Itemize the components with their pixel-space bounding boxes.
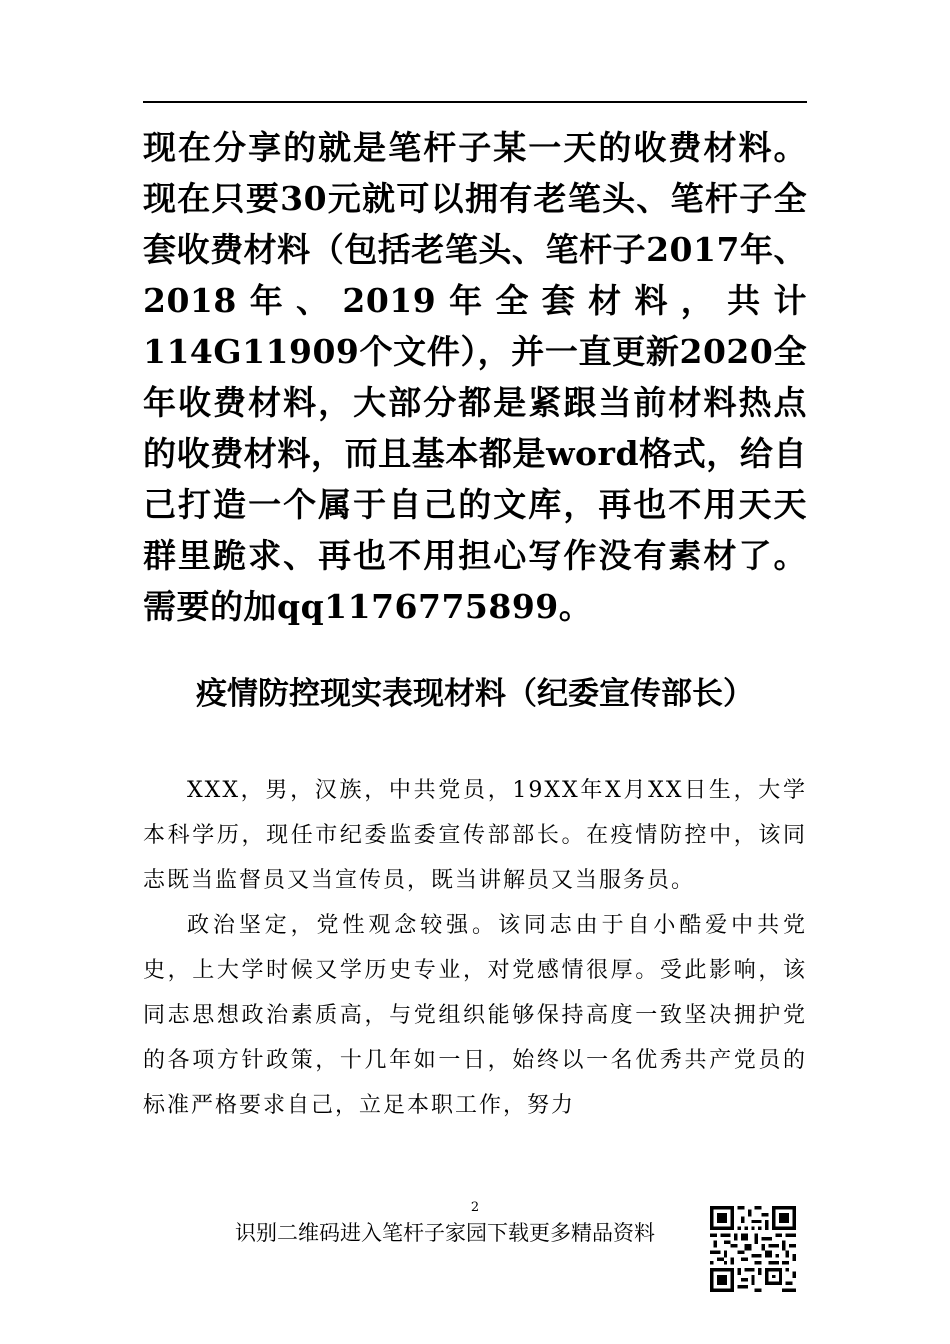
document-title: 疫情防控现实表现材料（纪委宣传部长）: [196, 676, 754, 712]
body-paragraph-1: XXX，男，汉族，中共党员，19XX年X月XX日生，大学本科学历，现任市纪委监委宣传部部长。在疫情防控中，该同志既当监督员又当宣传员，既当讲解员又当服务员。: [143, 778, 807, 893]
footer-caption: 识别二维码进入笔杆子家园下载更多精品资料: [235, 1221, 655, 1245]
body-paragraph-2: 政治坚定，党性观念较强。该同志由于自小酷爱中共党史，上大学时候又学历史专业，对党感情很厚。受此影响，该同志思想政治素质高，与党组织能够保持高度一致坚决拥护党的各项方针政策，十几年如一日，始终以一名优秀共产党员的标准严格要求自己，立足本职工作，努力: [143, 913, 807, 1118]
page-number: 2: [470, 1200, 480, 1215]
promo-paragraph: 现在分享的就是笔杆子某一天的收费材料。现在只要30元就可以拥有老笔头、笔杆子全套收费材料（包括老笔头、笔杆子2017年、2018年、2019年全套材料，共计114G11909个文件），并一直更新2020全年收费材料，大部分都是紧跟当前材料热点的收费材料，而且基本都是word格式，给自己打造一个属于自己的文库，再也不用天天群里跪求、再也不用担心写作没有素材了。需要的加qq1176775899。: [143, 128, 807, 626]
document-body: [143, 768, 807, 1128]
qr-code-icon: [710, 1206, 796, 1292]
header-rule: [143, 101, 807, 103]
